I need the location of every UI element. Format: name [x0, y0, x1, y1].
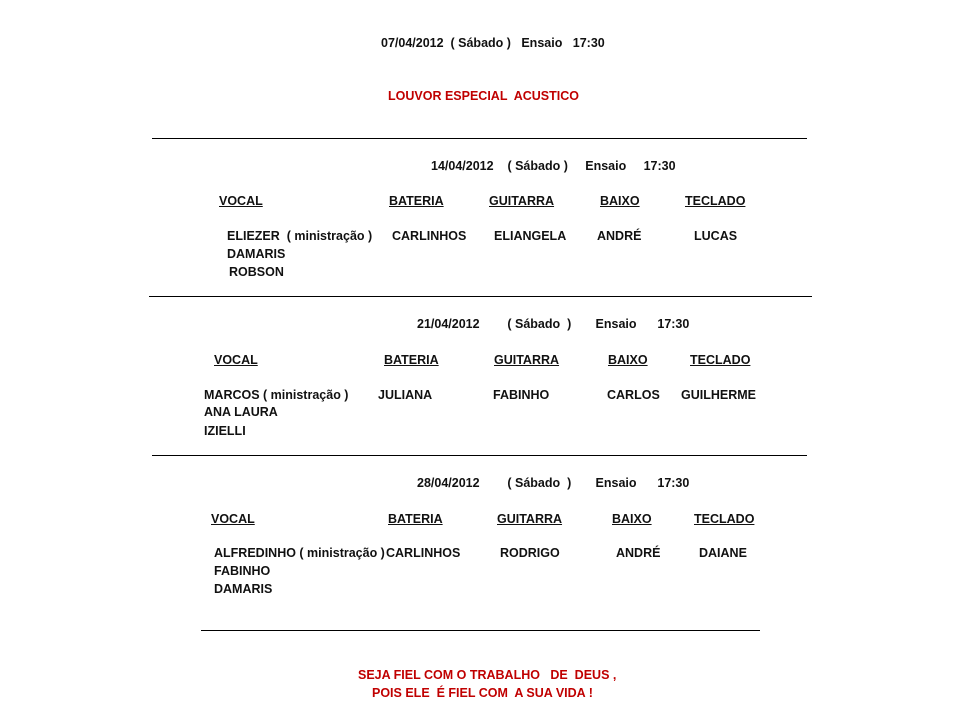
session-date: 28/04/2012 ( Sábado ) Ensaio 17:30	[417, 476, 690, 490]
column-bateria: BATERIA	[384, 353, 439, 367]
baixo-name: CARLOS	[607, 388, 660, 402]
guitarra-name: ELIANGELA	[494, 229, 567, 243]
column-vocal: VOCAL	[219, 194, 263, 208]
vocal-name: FABINHO	[214, 564, 271, 578]
first-session-date: 07/04/2012 ( Sábado ) Ensaio 17:30	[381, 36, 605, 50]
divider	[201, 630, 760, 631]
guitarra-name: FABINHO	[493, 388, 550, 402]
column-guitarra: GUITARRA	[489, 194, 555, 208]
column-vocal: VOCAL	[211, 512, 255, 526]
vocal-name: MARCOS ( ministração )	[204, 388, 349, 402]
column-teclado: TECLADO	[690, 353, 751, 367]
column-teclado: TECLADO	[685, 194, 746, 208]
guitarra-name: RODRIGO	[500, 546, 560, 560]
bateria-name: JULIANA	[378, 388, 433, 402]
column-baixo: BAIXO	[612, 512, 652, 526]
vocal-name: IZIELLI	[204, 424, 246, 438]
column-bateria: BATERIA	[389, 194, 444, 208]
baixo-name: ANDRÉ	[597, 229, 642, 243]
divider	[149, 296, 812, 297]
special-note: LOUVOR ESPECIAL ACUSTICO	[388, 89, 579, 103]
vocal-name: ANA LAURA	[204, 405, 278, 419]
divider	[152, 455, 807, 456]
teclado-name: LUCAS	[694, 229, 738, 243]
column-guitarra: GUITARRA	[494, 353, 560, 367]
column-vocal: VOCAL	[214, 353, 258, 367]
column-bateria: BATERIA	[388, 512, 443, 526]
bateria-name: CARLINHOS	[392, 229, 467, 243]
teclado-name: DAIANE	[699, 546, 747, 560]
baixo-name: ANDRÉ	[616, 546, 661, 560]
footer-line-1: SEJA FIEL COM O TRABALHO DE DEUS ,	[358, 668, 617, 682]
column-teclado: TECLADO	[694, 512, 755, 526]
footer-line-2: POIS ELE É FIEL COM A SUA VIDA !	[372, 686, 593, 700]
column-baixo: BAIXO	[600, 194, 640, 208]
vocal-name: DAMARIS	[214, 582, 273, 596]
session-date: 21/04/2012 ( Sábado ) Ensaio 17:30	[417, 317, 690, 331]
column-guitarra: GUITARRA	[497, 512, 563, 526]
divider	[152, 138, 807, 139]
session-date: 14/04/2012 ( Sábado ) Ensaio 17:30	[431, 159, 676, 173]
vocal-name: ALFREDINHO ( ministração )	[214, 546, 385, 560]
teclado-name: GUILHERME	[681, 388, 756, 402]
vocal-name: ELIEZER ( ministração )	[227, 229, 373, 243]
bateria-name: CARLINHOS	[386, 546, 461, 560]
vocal-name: ROBSON	[229, 265, 284, 279]
vocal-name: DAMARIS	[227, 247, 286, 261]
column-baixo: BAIXO	[608, 353, 648, 367]
